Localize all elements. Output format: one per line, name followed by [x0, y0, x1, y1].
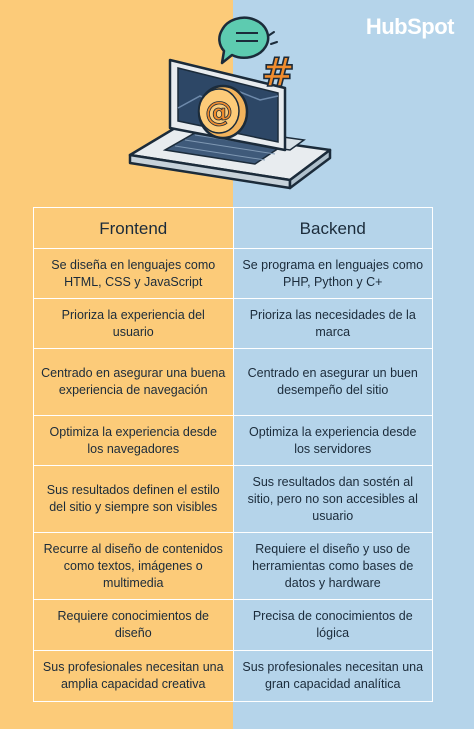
frontend-cell: Recurre al diseño de contenidos como textos, imágenes o multimedia	[34, 533, 234, 600]
table-row	[34, 249, 433, 299]
laptop-illustration	[0, 0, 474, 200]
comparison-table	[33, 207, 433, 702]
hashtag-icon	[261, 50, 295, 96]
frontend-cell: Se diseña en lenguajes como HTML, CSS y JavaScript	[34, 249, 234, 299]
hubspot-logo: HubSpot	[365, 14, 454, 39]
table-row	[34, 349, 433, 416]
backend-cell: Precisa de conocimientos de lógica	[233, 600, 433, 651]
frontend-cell: Centrado en asegurar una buena experiencia de navegación	[34, 349, 234, 416]
frontend-header: Frontend	[34, 208, 234, 249]
frontend-cell: Prioriza la experiencia del usuario	[34, 299, 234, 349]
backend-cell: Optimiza la experiencia desde los servidores	[233, 416, 433, 466]
backend-cell: Centrado en asegurar un buen desempeño del sitio	[233, 349, 433, 416]
frontend-cell: Sus resultados definen el estilo del sitio y siempre son visibles	[34, 466, 234, 533]
table-row	[34, 600, 433, 651]
frontend-cell: Sus profesionales necesitan una amplia capacidad creativa	[34, 651, 234, 702]
backend-header: Backend	[233, 208, 433, 249]
backend-cell: Sus profesionales necesitan una gran capacidad analítica	[233, 651, 433, 702]
table-row	[34, 416, 433, 466]
table-row	[34, 651, 433, 702]
table-row	[34, 533, 433, 600]
at-sign-icon	[199, 86, 247, 138]
backend-cell: Requiere el diseño y uso de herramientas como bases de datos y hardware	[233, 533, 433, 600]
table-row	[34, 299, 433, 349]
backend-cell: Prioriza las necesidades de la marca	[233, 299, 433, 349]
backend-cell: Sus resultados dan sostén al sitio, pero no son accesibles al usuario	[233, 466, 433, 533]
frontend-cell: Optimiza la experiencia desde los navegadores	[34, 416, 234, 466]
frontend-cell: Requiere conocimientos de diseño	[34, 600, 234, 651]
svg-text:@: @	[205, 95, 233, 128]
svg-text:#: #	[261, 50, 295, 96]
backend-cell: Se programa en lenguajes como PHP, Python y C+	[233, 249, 433, 299]
table-row	[34, 466, 433, 533]
